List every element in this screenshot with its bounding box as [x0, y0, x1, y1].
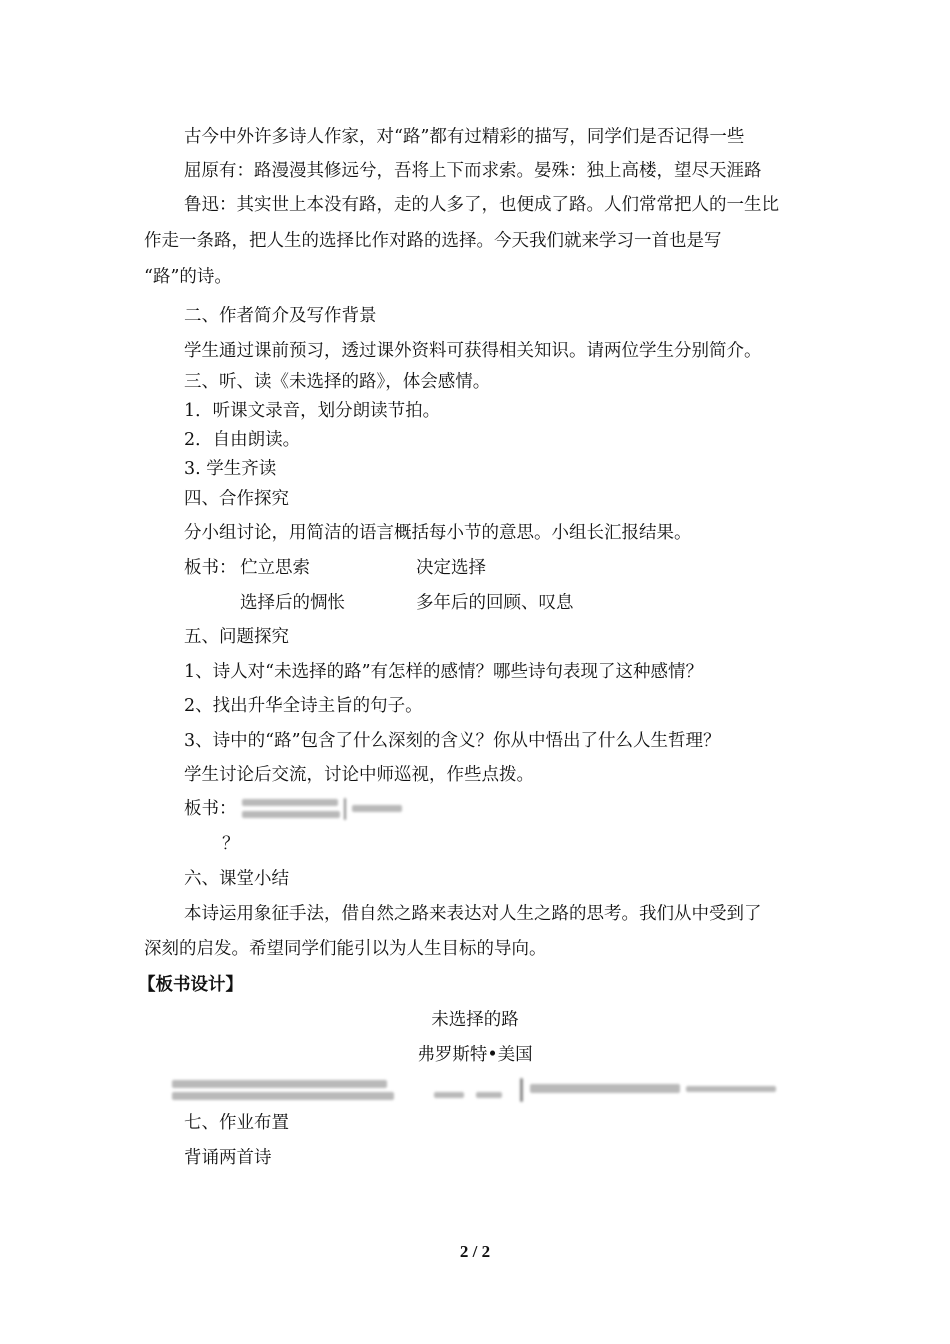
section-2-text: 学生通过课前预习，透过课外资料可获得相关知识。请两位学生分别简介。: [184, 341, 762, 361]
section-3-item-3: 3. 学生齐读: [184, 459, 277, 479]
question-mark: ？: [222, 834, 240, 854]
section-5-heading: 五、问题探究: [184, 627, 289, 647]
board-item-1: 伫立思索: [240, 558, 310, 578]
section-3-item-1: 1．听课文录音，划分朗读节拍。: [184, 401, 441, 421]
summary-line-2: 深刻的启发。希望同学们能引以为人生目标的导向。: [144, 939, 547, 959]
board-item-2: 决定选择: [416, 558, 486, 578]
question-1: 1、诗人对“未选择的路”有怎样的感情？哪些诗句表现了这种感情？: [184, 662, 704, 682]
board-design-image: [172, 1078, 782, 1104]
question-3: 3、诗中的“路”包含了什么深刻的含义？你从中悟出了什么人生哲理？: [184, 731, 721, 751]
summary-line-1: 本诗运用象征手法，借自然之路来表达对人生之路的思考。我们从中受到了: [184, 904, 762, 924]
section-2-heading: 二、作者简介及写作背景: [184, 306, 377, 326]
board-design-heading: 【板书设计】: [138, 975, 243, 995]
board-item-3: 选择后的惆怅: [240, 593, 345, 613]
section-6-heading: 六、课堂小结: [184, 869, 289, 889]
intro-line-3: 鲁迅：其实世上本没有路，走的人多了，也便成了路。人们常常把人的一生比: [184, 195, 779, 215]
board-item-4: 多年后的回顾、叹息: [416, 593, 574, 613]
section-7-heading: 七、作业布置: [184, 1113, 289, 1133]
intro-line-1: 古今中外许多诗人作家，对“路”都有过精彩的描写，同学们是否记得一些: [184, 127, 745, 147]
section-3-item-2: 2．自由朗读。: [184, 430, 301, 450]
discussion-text: 学生讨论后交流，讨论中师巡视，作些点拨。: [184, 765, 534, 785]
section-4-text: 分小组讨论，用简洁的语言概括每小节的意思。小组长汇报结果。: [184, 523, 692, 543]
board-label-5: 板书：: [184, 799, 237, 819]
homework-text: 背诵两首诗: [184, 1148, 272, 1168]
board-design-author: 弗罗斯特•美国: [417, 1045, 533, 1065]
section-3-heading: 三、听、读《未选择的路》，体会感情。: [184, 372, 491, 392]
intro-line-4: 作走一条路，把人生的选择比作对路的选择。今天我们就来学习一首也是写: [144, 231, 722, 251]
intro-line-2: 屈原有：路漫漫其修远兮，吾将上下而求索。晏殊：独上高楼，望尽天涯路: [184, 161, 762, 181]
board-design-title: 未选择的路: [431, 1010, 519, 1030]
board-image-5: [242, 797, 412, 823]
intro-line-5: “路”的诗。: [144, 267, 232, 287]
question-2: 2、找出升华全诗主旨的句子。: [184, 696, 423, 716]
page-number: 2 / 2: [459, 1242, 491, 1261]
section-4-heading: 四、合作探究: [184, 489, 289, 509]
board-label-4: 板书：: [184, 558, 237, 578]
